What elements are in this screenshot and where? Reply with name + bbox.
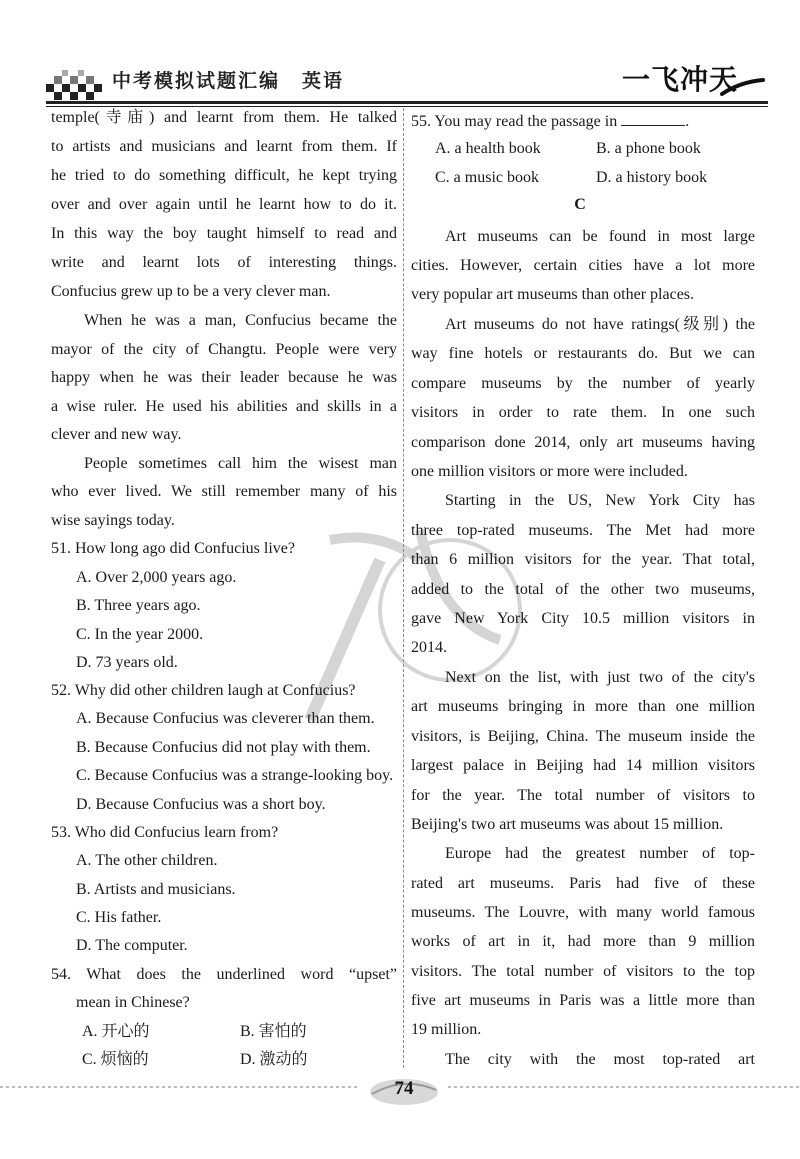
question-53-option-d[interactable]: D. The computer. <box>76 937 188 954</box>
question-54-option-a[interactable]: A. 开心的 <box>82 1023 150 1040</box>
passage-line: who ever lived. We still remember many of his <box>51 483 397 500</box>
passage-line: he tried to do something difficult, he kept trying <box>51 167 397 184</box>
header-rule-thin <box>46 106 768 107</box>
logo-swoosh-icon <box>720 78 765 98</box>
question-51-option-a[interactable]: A. Over 2,000 years ago. <box>76 569 237 586</box>
book-title <box>112 66 344 93</box>
passage-line: visitors in order to rate them. In one such <box>411 404 755 421</box>
question-55-option-a[interactable]: A. a health book <box>435 140 541 157</box>
answer-blank[interactable] <box>621 110 685 126</box>
question-55-option-b[interactable]: B. a phone book <box>596 140 701 157</box>
question-55-text: 55. You may read the passage in <box>411 113 618 130</box>
question-54-stem: 54. What does the underlined word “upset” <box>51 966 397 983</box>
passage-line: clever and new way. <box>51 426 182 443</box>
question-55-option-c[interactable]: C. a music book <box>435 169 539 186</box>
passage-line: Starting in the US, New York City has <box>445 492 755 509</box>
question-51-stem: 51. How long ago did Confucius live? <box>51 540 295 557</box>
header-rule <box>46 101 768 104</box>
passage-line: mayor of the city of Changtu. People were very <box>51 341 397 358</box>
passage-line: Europe had the greatest number of top- <box>445 845 755 862</box>
passage-line: When he was a man, Confucius became the <box>84 312 397 329</box>
passage-line: than 6 million visitors for the year. That total, <box>411 551 755 568</box>
passage-line: works of art in it, had more than 9 million <box>411 933 755 950</box>
question-53-option-c[interactable]: C. His father. <box>76 909 162 926</box>
passage-line: Art museums can be found in most large <box>445 228 755 245</box>
passage-line: for the year. The total number of visitors to <box>411 787 755 804</box>
passage-line: Next on the list, with just two of the city's <box>445 669 755 686</box>
passage-line: three top-rated museums. The Met had more <box>411 522 755 539</box>
checkerboard-ornament-icon <box>46 70 102 100</box>
column-divider <box>403 108 404 1068</box>
passage-line: 19 million. <box>411 1021 482 1038</box>
passage-line: visitors, is Beijing, China. The museum inside the <box>411 728 755 745</box>
question-53-option-b[interactable]: B. Artists and musicians. <box>76 881 236 898</box>
page-number: 74 <box>394 1078 414 1099</box>
brand-logo: 一飞冲天 <box>622 63 739 96</box>
question-52-option-a[interactable]: A. Because Confucius was cleverer than them. <box>76 710 375 727</box>
passage-line: way fine hotels or restaurants do. But we can <box>411 345 755 362</box>
page-header <box>0 0 800 105</box>
passage-line: compare museums by the number of yearly <box>411 375 755 392</box>
question-51-option-d[interactable]: D. 73 years old. <box>76 654 178 671</box>
passage-line: five art museums in Paris was a little more than <box>411 992 755 1009</box>
passage-line: write and learnt lots of interesting things. <box>51 254 397 271</box>
question-52-stem: 52. Why did other children laugh at Confucius? <box>51 682 356 699</box>
passage-line: People sometimes call him the wisest man <box>84 455 397 472</box>
question-51-option-c[interactable]: C. In the year 2000. <box>76 626 204 643</box>
question-54-option-b[interactable]: B. 害怕的 <box>240 1023 307 1040</box>
question-55-option-d[interactable]: D. a history book <box>596 169 708 186</box>
passage-line: largest palace in Beijing had 14 million visitors <box>411 757 755 774</box>
passage-line: one million visitors or more were included. <box>411 463 688 480</box>
passage-line: a wise ruler. He used his abilities and skills in a <box>51 398 397 415</box>
passage-line: Art museums do not have ratings(级别) the <box>445 316 755 333</box>
question-54-stem-cont: mean in Chinese? <box>76 994 190 1011</box>
question-55-period: . <box>685 113 690 130</box>
passage-line: comparison done 2014, only art museums having <box>411 434 755 451</box>
passage-line: to artists and musicians and learnt from them. If <box>51 138 397 155</box>
question-54-option-c[interactable]: C. 烦恼的 <box>82 1051 149 1068</box>
passage-line: happy when he was their leader because he was <box>51 369 397 386</box>
question-52-option-d[interactable]: D. Because Confucius was a short boy. <box>76 796 326 813</box>
passage-line: Beijing's two art museums was about 15 million. <box>411 816 724 833</box>
passage-line: added to the total of the other two museums, <box>411 581 755 598</box>
question-53-option-a[interactable]: A. The other children. <box>76 852 218 869</box>
subject-label: 英语 <box>302 70 345 92</box>
section-heading-c: C <box>574 196 586 213</box>
passage-line: very popular art museums than other places. <box>411 286 695 303</box>
passage-line: In this way the boy taught himself to read and <box>51 225 397 242</box>
passage-line: over and over again until he learnt how to do it. <box>51 196 397 213</box>
passage-line: gave New York City 10.5 million visitors in <box>411 610 755 627</box>
question-53-stem: 53. Who did Confucius learn from? <box>51 824 279 841</box>
passage-line: 2014. <box>411 639 447 656</box>
passage-line: The city with the most top-rated art <box>445 1051 755 1068</box>
question-51-option-b[interactable]: B. Three years ago. <box>76 597 201 614</box>
passage-line: rated art museums. Paris had five of these <box>411 875 755 892</box>
passage-line: Confucius grew up to be a very clever man. <box>51 283 331 300</box>
series-title: 中考模拟试题汇编 <box>112 70 281 92</box>
passage-line: cities. However, certain cities have a lot more <box>411 257 755 274</box>
passage-line: temple(寺庙) and learnt from them. He talked <box>51 109 397 126</box>
passage-line: visitors. The total number of visitors to the top <box>411 963 755 980</box>
question-52-option-c[interactable]: C. Because Confucius was a strange-looking boy. <box>76 767 394 784</box>
passage-line: art museums bringing in more than one million <box>411 698 755 715</box>
passage-line: wise sayings today. <box>51 512 175 529</box>
question-55-stem <box>411 110 755 132</box>
question-52-option-b[interactable]: B. Because Confucius did not play with them. <box>76 739 371 756</box>
question-54-option-d[interactable]: D. 激动的 <box>240 1051 308 1068</box>
page-number-badge <box>364 1072 444 1108</box>
passage-line: museums. The Louvre, with many world famous <box>411 904 755 921</box>
